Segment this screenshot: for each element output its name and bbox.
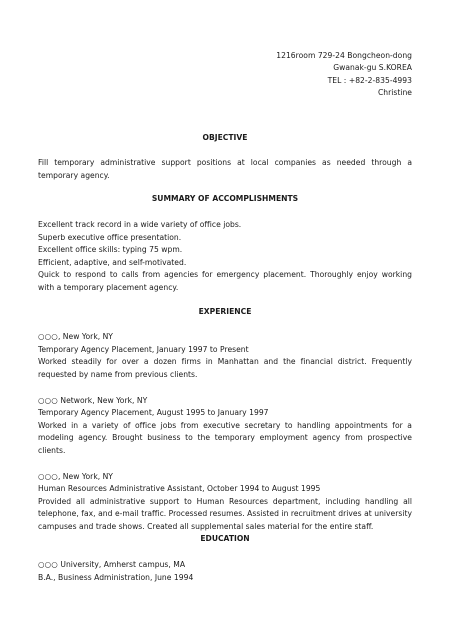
summary-heading: SUMMARY OF ACCOMPLISHMENTS	[151, 194, 299, 204]
education-heading: EDUCATION	[200, 534, 250, 544]
objective-text: Fill temporary administrative support positions at local companies as needed through a temporary agency.	[38, 158, 412, 180]
summary-item: Excellent track record in a wide variety of office jobs.	[38, 220, 242, 229]
phone-line: TEL : +82-2-835-4993	[327, 75, 412, 85]
summary-item: Superb executive office presentation.	[38, 232, 182, 242]
job-employer: ○○○, New York, NY	[38, 332, 113, 342]
education-school: ○○○ University, Amherst campus, MA	[38, 560, 186, 570]
experience-heading: EXPERIENCE	[198, 306, 252, 316]
job-employer: ○○○, New York, NY	[38, 471, 113, 481]
job-description: Worked in a variety of office jobs from executive secretary to handling appointments for a modeling agency. Brought business to the temporary employment agency from prospective clients.	[38, 420, 412, 455]
objective-heading: OBJECTIVE	[202, 132, 248, 142]
job-description: Provided all administrative support to Human Resources department, including handling all telephone, fax, and e-mail traffic. Processed resumes. Assisted in recruitment drives at university campuses and trade shows. Created all supplemental sales material for the entire staff.	[38, 496, 412, 531]
job-title: Human Resources Administrative Assistant, October 1994 to August 1995	[38, 484, 321, 494]
summary-list	[38, 219, 412, 295]
job-title: Temporary Agency Placement, August 1995 to January 1997	[38, 408, 269, 418]
job-entry	[38, 395, 412, 458]
job-entry	[38, 471, 412, 534]
contact-name: Christine	[377, 88, 412, 98]
summary-item: Excellent office skills: typing 75 wpm.	[38, 245, 183, 255]
job-description: Worked steadily for over a dozen firms in Manhattan and the financial district. Frequently requested by name from previous clients.	[38, 357, 412, 379]
job-entry	[38, 331, 412, 381]
job-employer: ○○○ Network, New York, NY	[38, 395, 148, 405]
address-line-1: 1216room 729-24 Bongcheon-dong	[276, 51, 412, 60]
address-line-2: Gwanak-gu S.KOREA	[333, 63, 412, 73]
summary-item: Quick to respond to calls from agencies for emergency placement. Thoroughly enjoy working with a temporary placement agency.	[38, 270, 412, 292]
summary-item: Efficient, adaptive, and self-motivated.	[38, 257, 187, 267]
contact-block	[38, 50, 412, 100]
education-degree: B.A., Business Administration, June 1994	[38, 572, 194, 582]
job-title: Temporary Agency Placement, January 1997 to Present	[38, 344, 249, 354]
